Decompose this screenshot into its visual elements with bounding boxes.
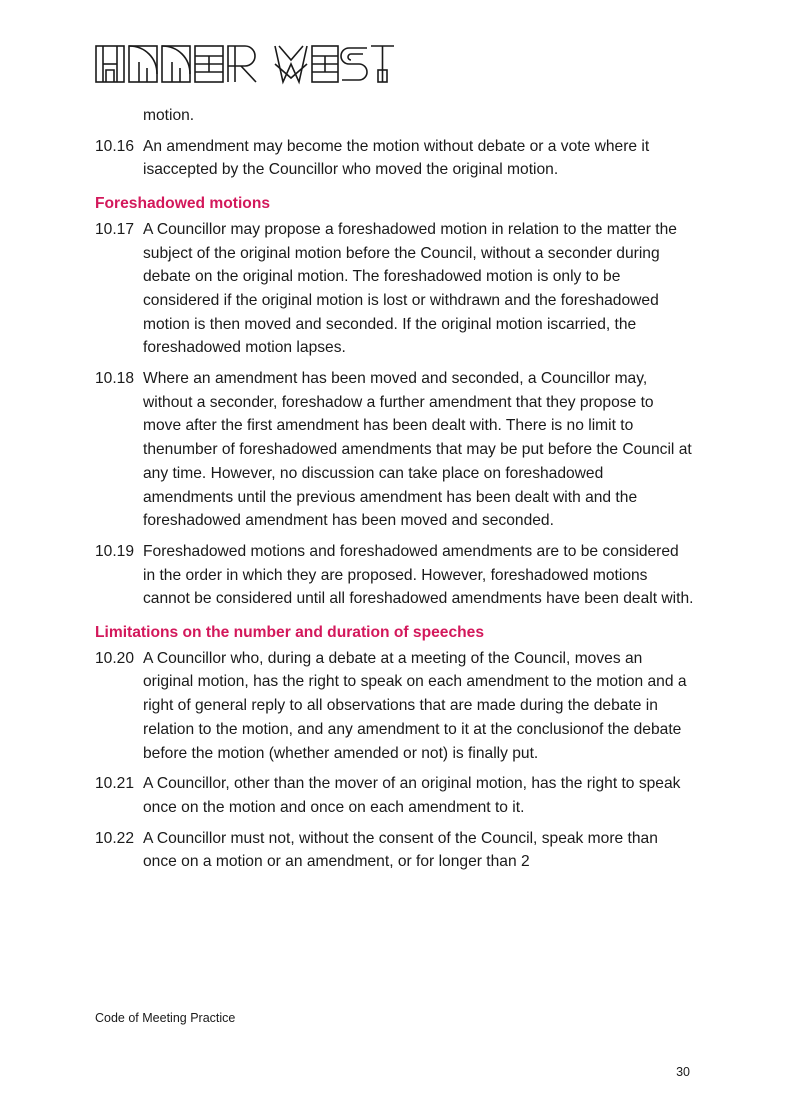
clause-text: An amendment may become the motion without debate or a vote where it isaccepted by the Councillor who moved the original motion. <box>143 137 650 179</box>
clause-number: 10.17 <box>95 220 135 238</box>
footer-title: Code of Meeting Practice <box>95 1011 236 1025</box>
inner-west-logo <box>95 44 395 86</box>
page-number: 30 <box>676 1065 690 1079</box>
clause-text: A Councillor, other than the mover of an original motion, has the right to speak once on the motion and once on each amendment to it. <box>143 775 681 816</box>
clause-10-18 <box>95 367 695 533</box>
clause-number: 10.21 <box>95 775 135 793</box>
clause-10-22 <box>95 827 695 874</box>
clause-10-20 <box>95 647 695 766</box>
clause-10-19 <box>95 540 695 611</box>
continuation-text: motion. <box>143 107 195 124</box>
clause-10-21 <box>95 772 695 819</box>
clause-number: 10.22 <box>95 829 135 847</box>
clause-text: A Councillor may propose a foreshadowed motion in relation to the matter the subject of the original motion before the Council, without a seconder during debate on the original motion. The foreshadowed motion is only to be considered if the original motion is lost or withdrawn and the foreshadowed motion is then moved and seconded. If the original motion iscarried, the foreshadowed motion lapses. <box>143 220 677 357</box>
clause-10-16 <box>95 135 695 182</box>
clause-number: 10.18 <box>95 370 135 388</box>
clause-number: 10.20 <box>95 649 135 667</box>
clause-10-17 <box>95 218 695 360</box>
clause-text: A Councillor must not, without the consent of the Council, speak more than once on a motion or an amendment, or for longer than 2 <box>143 829 658 871</box>
clause-number: 10.16 <box>95 137 135 155</box>
clause-number: 10.19 <box>95 542 135 560</box>
document-body <box>95 104 695 881</box>
heading-limitations: Limitations on the number and duration of speeches <box>95 624 485 642</box>
clause-text: Where an amendment has been moved and seconded, a Councillor may, without a seconder, foreshadow a further amendment that they propose to move after the first amendment has been dealt with. There is no limit to thenumber of foreshadowed amendments that may be put before the Council at any time. However, no discussion can take place on foreshadowed amendments until the previous amendment has been dealt with and the foreshadowed amendment has been moved and seconded. <box>143 370 692 530</box>
clause-text: A Councillor who, during a debate at a meeting of the Council, moves an original motion, has the right to speak on each amendment to the motion and a right of general reply to all observations that are made during the debate in relation to the motion, and any amendment to it at the conclusionof the debate before the motion (whether amended or not) is finally put. <box>143 649 687 762</box>
clause-text: Foreshadowed motions and foreshadowed amendments are to be considered in the order in which they are proposed. However, foreshadowed motions cannot be considered until all foreshadowed amendments have been dealt with. <box>143 542 694 608</box>
heading-foreshadowed-motions: Foreshadowed motions <box>95 195 271 213</box>
